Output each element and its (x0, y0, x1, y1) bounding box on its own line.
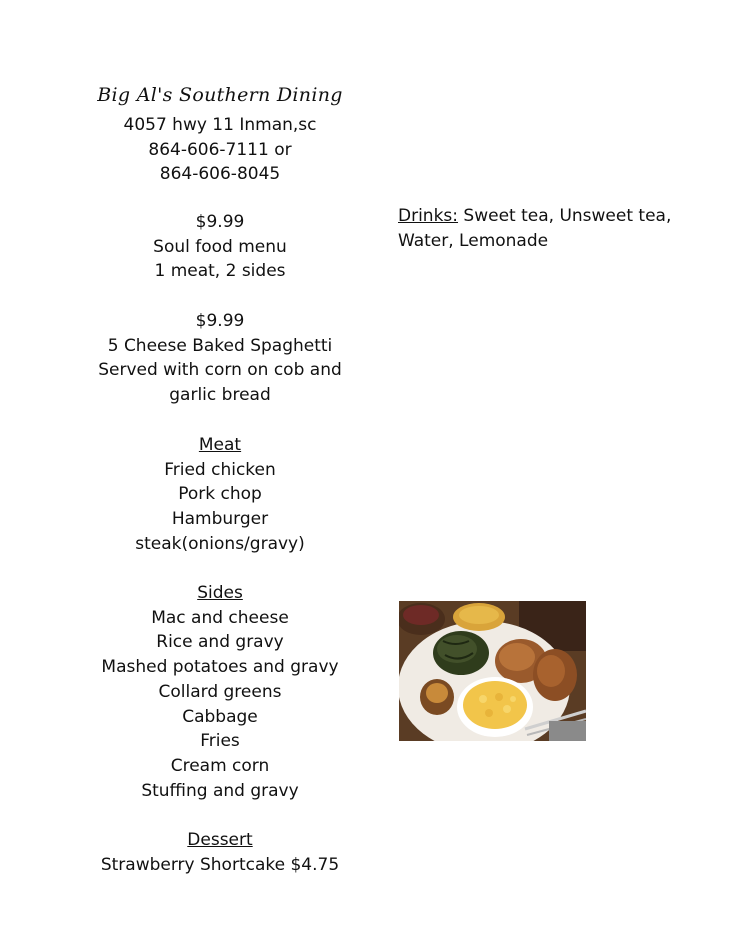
side-item: Mashed potatoes and gravy (101, 657, 339, 678)
spaghetti-name: 5 Cheese Baked Spaghetti (107, 335, 333, 356)
meat-item: Fried chicken (164, 459, 276, 480)
spaghetti-block (70, 309, 370, 408)
meat-section (70, 433, 370, 557)
side-item: Mac and cheese (151, 607, 289, 628)
meat-item: steak(onions/gravy) (135, 533, 305, 554)
restaurant-name: Big Al's Southern Dining (97, 84, 343, 106)
spaghetti-price: $9.99 (195, 311, 245, 331)
side-item: Rice and gravy (156, 632, 284, 653)
soul-food-detail: 1 meat, 2 sides (154, 261, 286, 282)
soul-food-block (70, 210, 370, 284)
contact-block (70, 113, 370, 187)
phone-primary: 864-606-7111 or (148, 139, 292, 160)
soul-food-plate-photo (399, 601, 586, 741)
side-item: Cream corn (170, 755, 270, 776)
soul-food-name: Soul food menu (153, 236, 287, 257)
spaghetti-description-2: garlic bread (169, 385, 271, 406)
dessert-item: Strawberry Shortcake $4.75 (100, 854, 340, 875)
dessert-heading: Dessert (187, 830, 253, 850)
drinks-list: Sweet tea, Unsweet tea, Water, Lemonade (398, 206, 672, 251)
dessert-section (70, 828, 370, 877)
address: 4057 hwy 11 Inman,sc (123, 115, 317, 135)
spaghetti-description-1: Served with corn on cob and (98, 360, 342, 381)
soul-food-price: $9.99 (195, 212, 245, 232)
drinks-section (398, 204, 688, 254)
meat-item: Hamburger (171, 509, 269, 530)
sides-heading: Sides (197, 583, 243, 603)
side-item: Collard greens (158, 681, 282, 702)
side-item: Fries (200, 731, 240, 752)
side-item: Stuffing and gravy (141, 780, 299, 801)
phone-secondary: 864-606-8045 (159, 164, 281, 185)
meat-heading: Meat (198, 435, 242, 455)
side-item: Cabbage (182, 706, 258, 727)
sides-section (70, 581, 370, 803)
meat-item: Pork chop (178, 484, 262, 505)
drinks-label: Drinks: (398, 206, 459, 226)
